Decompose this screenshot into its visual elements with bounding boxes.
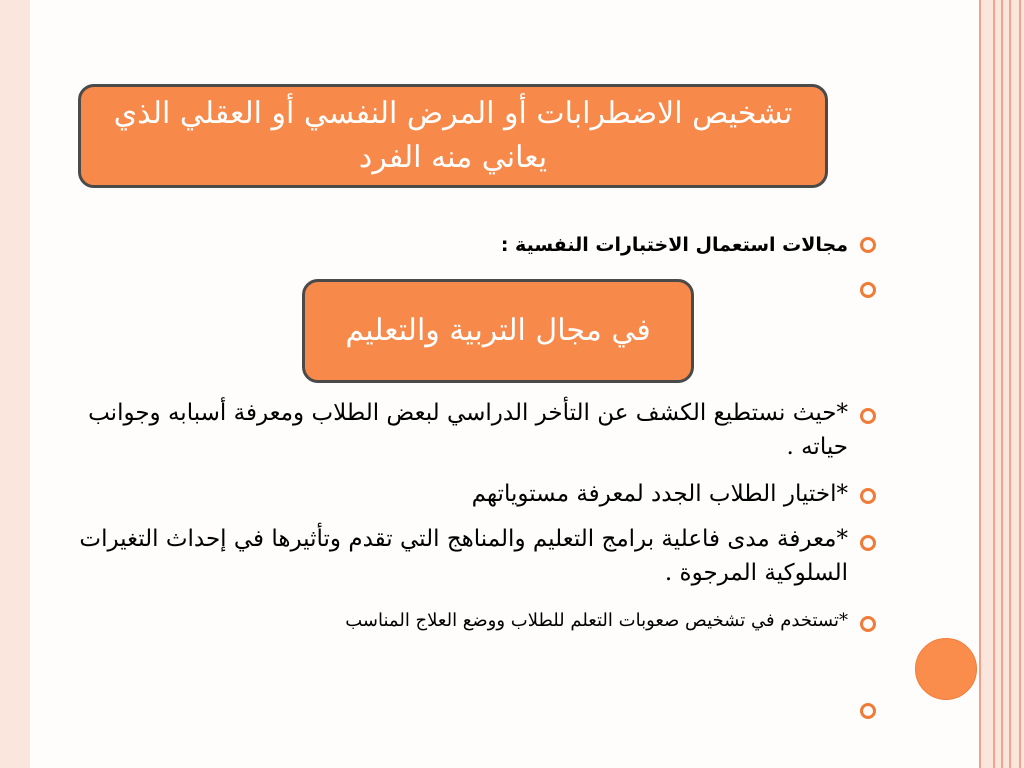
bullet-icon (860, 282, 876, 298)
bullet-text-4: *تستخدم في تشخيص صعوبات التعلم للطلاب ووضع العلاج المناسب (345, 610, 848, 631)
stripe (1019, 0, 1021, 768)
title-banner (78, 84, 828, 188)
bullet-text-1: *حيث نستطيع الكشف عن التأخر الدراسي لبعض الطلاب ومعرفة أسبابه وجوانب حياته . (88, 400, 848, 460)
subtopic-banner-text: في مجال التربية والتعليم (345, 313, 651, 348)
left-decorative-panel (0, 0, 30, 768)
bullet-icon (860, 408, 876, 424)
bullet-icon (860, 616, 876, 632)
bullet-icon (860, 237, 876, 253)
bullet-icon (860, 703, 876, 719)
stripe (1009, 0, 1011, 768)
bullet-icon (860, 535, 876, 551)
title-banner-text: تشخيص الاضطرابات أو المرض النفسي أو العقلي الذي يعاني منه الفرد (113, 96, 793, 175)
stripe (1001, 0, 1003, 768)
stripe (979, 0, 981, 768)
bullet-text-2: *اختيار الطلاب الجدد لمعرفة مستوياتهم (471, 481, 848, 507)
section-heading: مجالات استعمال الاختبارات النفسية : (500, 234, 848, 256)
stripe (993, 0, 995, 768)
bullet-text-3: *معرفة مدى فاعلية برامج التعليم والمناهج التي تقدم وتأثيرها في إحداث التغيرات السلوكية المرجوة . (79, 526, 848, 586)
right-decorative-stripes (979, 0, 1024, 768)
subtopic-banner (302, 279, 694, 383)
decorative-circle (915, 638, 977, 700)
bullet-icon (860, 488, 876, 504)
